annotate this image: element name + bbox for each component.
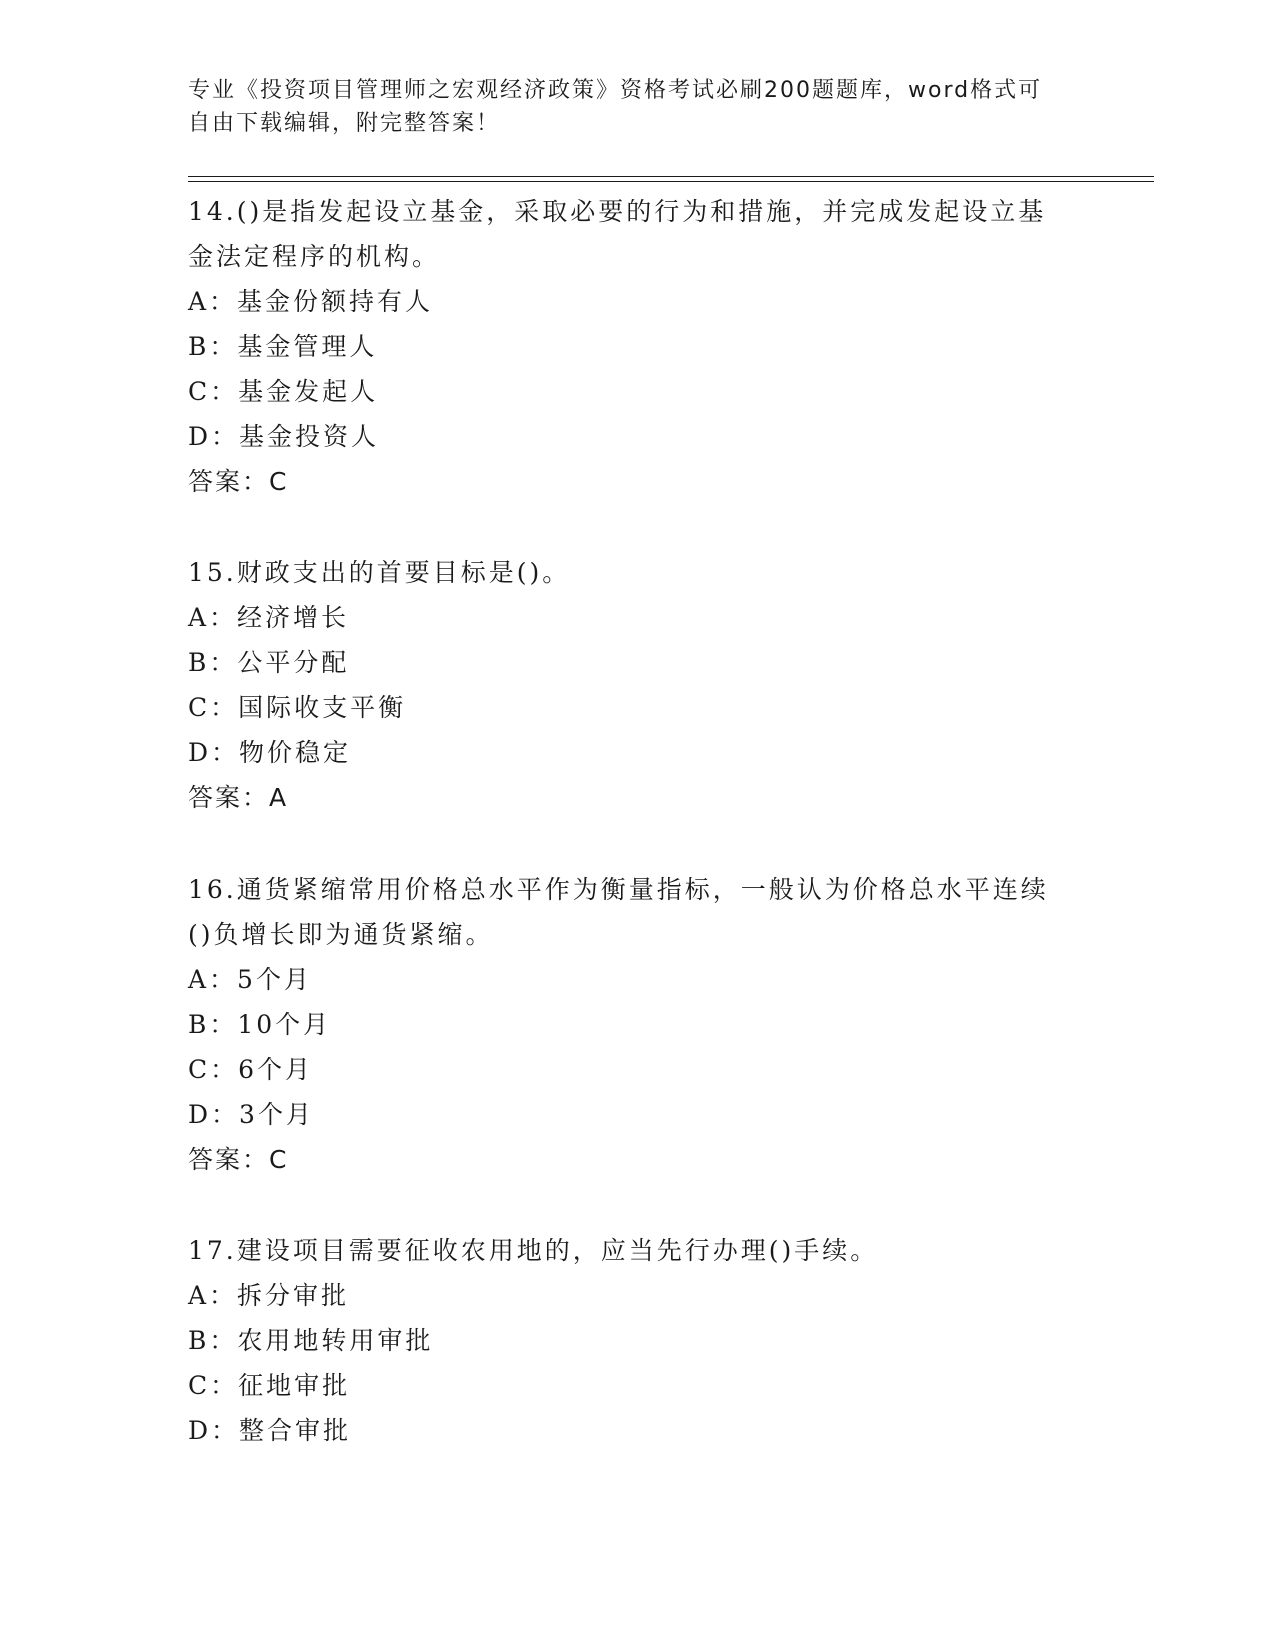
- question-stem-line: 14.()是指发起设立基金，采取必要的行为和措施，并完成发起设立基: [188, 197, 1047, 226]
- answer-line: 答案：C: [188, 1145, 289, 1174]
- answer-line: 答案：A: [188, 783, 289, 812]
- option-a: A：拆分审批: [188, 1281, 350, 1310]
- header-line-2: 自由下载编辑，附完整答案！: [188, 111, 501, 136]
- option-a: A：基金份额持有人: [188, 287, 434, 316]
- option-c: C：征地审批: [188, 1371, 351, 1400]
- question-stem-line: 15.财政支出的首要目标是()。: [188, 558, 571, 587]
- option-a: A：5个月: [188, 965, 312, 994]
- question-17: [188, 1228, 1088, 1453]
- option-b: B：公平分配: [188, 648, 350, 677]
- option-b: B：农用地转用审批: [188, 1326, 434, 1355]
- option-d: D：3个月: [188, 1100, 314, 1129]
- header-divider-bottom: [188, 181, 1154, 182]
- question-15: [188, 550, 1088, 820]
- header-divider-top: [188, 176, 1154, 177]
- header-line-1: 专业《投资项目管理师之宏观经济政策》资格考试必刷200题题库，word格式可: [188, 78, 1043, 103]
- question-stem-line: ()负增长即为通货紧缩。: [188, 920, 494, 949]
- answer-line: 答案：C: [188, 467, 289, 496]
- option-c: C：基金发起人: [188, 377, 379, 406]
- option-a: A：经济增长: [188, 603, 350, 632]
- option-d: D：整合审批: [188, 1416, 352, 1445]
- option-c: C：6个月: [188, 1055, 314, 1084]
- question-stem-line: 金法定程序的机构。: [188, 242, 441, 271]
- option-d: D：基金投资人: [188, 422, 380, 451]
- question-14: [188, 189, 1088, 504]
- question-stem-line: 17.建设项目需要征收农用地的，应当先行办理()手续。: [188, 1236, 879, 1265]
- question-stem-line: 16.通货紧缩常用价格总水平作为衡量指标，一般认为价格总水平连续: [188, 875, 1049, 904]
- option-d: D：物价稳定: [188, 738, 352, 767]
- question-16: [188, 867, 1088, 1182]
- document-header: [188, 74, 1088, 140]
- option-c: C：国际收支平衡: [188, 693, 407, 722]
- option-b: B：基金管理人: [188, 332, 378, 361]
- option-b: B：10个月: [188, 1010, 332, 1039]
